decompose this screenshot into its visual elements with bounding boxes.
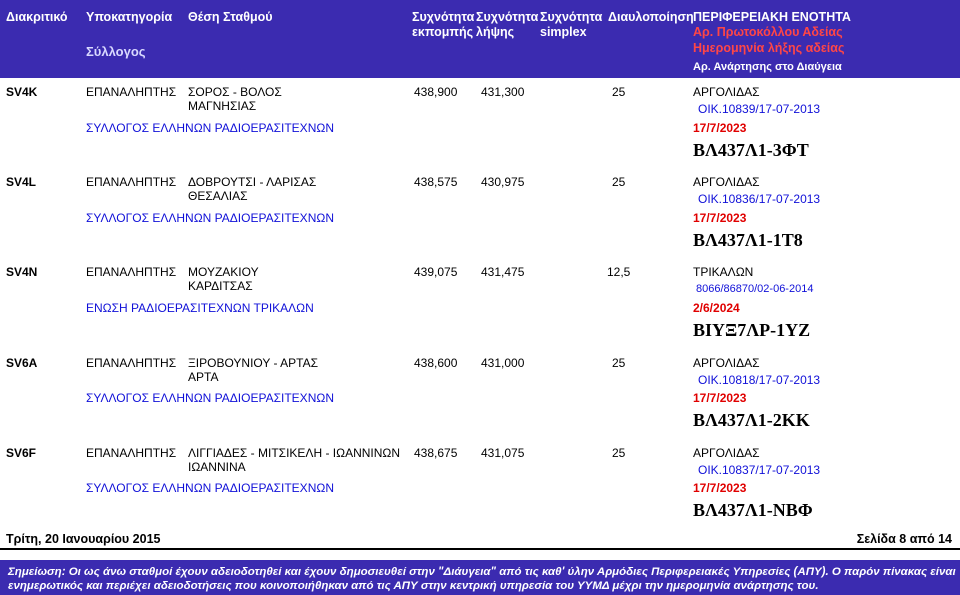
cell-ypokatigoria: ΕΠΑΝΑΛΗΠΤΗΣ bbox=[86, 175, 177, 189]
cell-lipsi: 431,475 bbox=[481, 265, 525, 279]
cell-ekpompi: 438,600 bbox=[414, 356, 458, 370]
header-imerominia: Ημερομηνία λήξης αδείας bbox=[693, 41, 845, 55]
cell-anartisi: ΒΛ437Λ1-3ΦΤ bbox=[693, 140, 809, 160]
cell-thesi-line1: ΛΙΓΓΙΑΔΕΣ - ΜΙΤΣΙΚΕΛΗ - ΙΩΑΝΝΙΝΩΝ bbox=[188, 446, 401, 460]
cell-thesi-line1: ΜΟΥΖΑΚΙΟΥ bbox=[188, 265, 259, 279]
header-thesi: Θέση Σταθμού bbox=[188, 10, 273, 24]
cell-imerominia: 17/7/2023 bbox=[693, 391, 747, 405]
cell-ekpompi: 438,575 bbox=[414, 175, 458, 189]
cell-diavlopoiisi: 25 bbox=[612, 356, 626, 370]
cell-perifereia: ΤΡΙΚΑΛΩΝ bbox=[693, 265, 754, 279]
cell-protokollo: ΟΙΚ.10818/17-07-2013 bbox=[698, 373, 821, 387]
cell-lipsi: 431,000 bbox=[481, 356, 525, 370]
cell-anartisi: ΒΛ437Λ1-ΝΒΦ bbox=[693, 500, 813, 520]
cell-thesi-line2: ΘΕΣΑΛΙΑΣ bbox=[188, 189, 248, 203]
header-syxnotita-ekpompis-line1: Συχνότητα bbox=[412, 10, 475, 24]
cell-thesi-line1: ΞΙΡΟΒΟΥΝΙΟΥ - ΑΡΤΑΣ bbox=[188, 356, 319, 370]
cell-lipsi: 431,300 bbox=[481, 85, 525, 99]
cell-thesi-line2: ΚΑΡΔΙΤΣΑΣ bbox=[188, 279, 253, 293]
cell-diakritikos: SV6F bbox=[6, 446, 37, 460]
header-syxnotita-simplex-line2: simplex bbox=[540, 25, 587, 39]
cell-ypokatigoria: ΕΠΑΝΑΛΗΠΤΗΣ bbox=[86, 446, 177, 460]
cell-protokollo: ΟΙΚ.10839/17-07-2013 bbox=[698, 102, 821, 116]
note-banner bbox=[0, 560, 960, 595]
cell-syllogos: ΕΝΩΣΗ ΡΑΔΙΟΕΡΑΣΙΤΕΧΝΩΝ ΤΡΙΚΑΛΩΝ bbox=[86, 301, 314, 315]
cell-anartisi: ΒΙΥΞ7ΛΡ-1ΥΖ bbox=[693, 320, 811, 340]
note-line2: ενημερωτικός και περιέχει αδειοδοτήσεις που κοινοποιήθηκαν από τις ΑΠΥ στην κεντρική υπηρεσία του ΥΥΜΔ μέχρι την ημερομηνία ανάρτησης του. bbox=[8, 580, 819, 592]
cell-diavlopoiisi: 25 bbox=[612, 175, 626, 189]
cell-ekpompi: 439,075 bbox=[414, 265, 458, 279]
cell-diavlopoiisi: 25 bbox=[612, 446, 626, 460]
header-syxnotita-lipsis-line2: λήψης bbox=[476, 25, 515, 39]
cell-perifereia: ΑΡΓΟΛΙΔΑΣ bbox=[693, 85, 760, 99]
cell-ypokatigoria: ΕΠΑΝΑΛΗΠΤΗΣ bbox=[86, 85, 177, 99]
cell-diavlopoiisi: 12,5 bbox=[607, 265, 631, 279]
cell-protokollo: 8066/86870/02-06-2014 bbox=[696, 283, 814, 295]
cell-diavlopoiisi: 25 bbox=[612, 85, 626, 99]
cell-ekpompi: 438,675 bbox=[414, 446, 458, 460]
cell-ypokatigoria: ΕΠΑΝΑΛΗΠΤΗΣ bbox=[86, 356, 177, 370]
cell-thesi-line2: ΑΡΤΑ bbox=[188, 370, 219, 384]
header-syxnotita-ekpompis bbox=[412, 10, 474, 40]
cell-perifereia: ΑΡΓΟΛΙΔΑΣ bbox=[693, 356, 760, 370]
table-header bbox=[0, 0, 960, 78]
header-syllogos: Σύλλογος bbox=[86, 44, 146, 59]
cell-diakritikos: SV6A bbox=[6, 356, 38, 370]
cell-protokollo: ΟΙΚ.10837/17-07-2013 bbox=[698, 463, 821, 477]
cell-protokollo: ΟΙΚ.10836/17-07-2013 bbox=[698, 192, 821, 206]
header-syxnotita-lipsis bbox=[476, 10, 538, 40]
cell-syllogos: ΣΥΛΛΟΓΟΣ ΕΛΛΗΝΩΝ ΡΑΔΙΟΕΡΑΣΙΤΕΧΝΩΝ bbox=[86, 481, 334, 495]
cell-lipsi: 430,975 bbox=[481, 175, 525, 189]
footer-divider bbox=[0, 548, 960, 550]
cell-thesi-line2: ΙΩΑΝΝΙΝΑ bbox=[188, 460, 246, 474]
cell-syllogos: ΣΥΛΛΟΓΟΣ ΕΛΛΗΝΩΝ ΡΑΔΙΟΕΡΑΣΙΤΕΧΝΩΝ bbox=[86, 121, 334, 135]
cell-perifereia: ΑΡΓΟΛΙΔΑΣ bbox=[693, 446, 760, 460]
cell-anartisi: ΒΛ437Λ1-1Τ8 bbox=[693, 230, 803, 250]
header-diavlopoiisi: Διαυλοποίηση bbox=[608, 10, 694, 24]
footer-date: Τρίτη, 20 Ιανουαρίου 2015 bbox=[6, 532, 161, 546]
cell-thesi-line1: ΔΟΒΡΟΥΤΣΙ - ΛΑΡΙΣΑΣ bbox=[188, 175, 317, 189]
cell-syllogos: ΣΥΛΛΟΓΟΣ ΕΛΛΗΝΩΝ ΡΑΔΙΟΕΡΑΣΙΤΕΧΝΩΝ bbox=[86, 211, 334, 225]
cell-diakritikos: SV4N bbox=[6, 265, 38, 279]
header-syxnotita-simplex-line1: Συχνότητα bbox=[540, 10, 603, 24]
cell-perifereia: ΑΡΓΟΛΙΔΑΣ bbox=[693, 175, 760, 189]
header-syxnotita-simplex bbox=[540, 10, 602, 40]
cell-thesi-line1: ΣΟΡΟΣ - ΒΟΛΟΣ bbox=[188, 85, 282, 99]
cell-imerominia: 2/6/2024 bbox=[693, 301, 740, 315]
cell-syllogos: ΣΥΛΛΟΓΟΣ ΕΛΛΗΝΩΝ ΡΑΔΙΟΕΡΑΣΙΤΕΧΝΩΝ bbox=[86, 391, 334, 405]
cell-ypokatigoria: ΕΠΑΝΑΛΗΠΤΗΣ bbox=[86, 265, 177, 279]
cell-diakritikos: SV4L bbox=[6, 175, 37, 189]
header-perifereia: ΠΕΡΙΦΕΡΕΙΑΚΗ ΕΝΟΤΗΤΑ bbox=[693, 10, 851, 24]
header-ar-anartisis: Αρ. Ανάρτησης στο Διαύγεια bbox=[693, 61, 842, 73]
cell-lipsi: 431,075 bbox=[481, 446, 525, 460]
cell-diakritikos: SV4K bbox=[6, 85, 38, 99]
header-diakritikos: Διακριτικό bbox=[6, 10, 68, 24]
cell-imerominia: 17/7/2023 bbox=[693, 211, 747, 225]
cell-ekpompi: 438,900 bbox=[414, 85, 458, 99]
cell-imerominia: 17/7/2023 bbox=[693, 481, 747, 495]
header-syxnotita-lipsis-line1: Συχνότητα bbox=[476, 10, 539, 24]
cell-anartisi: ΒΛ437Λ1-2ΚΚ bbox=[693, 410, 810, 430]
header-syxnotita-ekpompis-line2: εκπομπής bbox=[412, 25, 474, 39]
header-ypokatigoria: Υποκατηγορία bbox=[86, 10, 173, 24]
note-line1: Σημείωση: Οι ως άνω σταθμοί έχουν αδειοδοτηθεί και έχουν δημοσιευθεί στην "Διάυγεια" από τις καθ' ύλην Αρμόδιες Περιφερειακές Υπηρεσίες (ΑΠΥ). Ο παρόν πίνακας είναι bbox=[8, 566, 956, 578]
cell-thesi-line2: ΜΑΓΝΗΣΙΑΣ bbox=[188, 99, 257, 113]
header-ar-protokollou: Αρ. Πρωτοκόλλου Αδείας bbox=[693, 25, 843, 39]
cell-imerominia: 17/7/2023 bbox=[693, 121, 747, 135]
footer-page-number: Σελίδα 8 από 14 bbox=[856, 532, 952, 546]
